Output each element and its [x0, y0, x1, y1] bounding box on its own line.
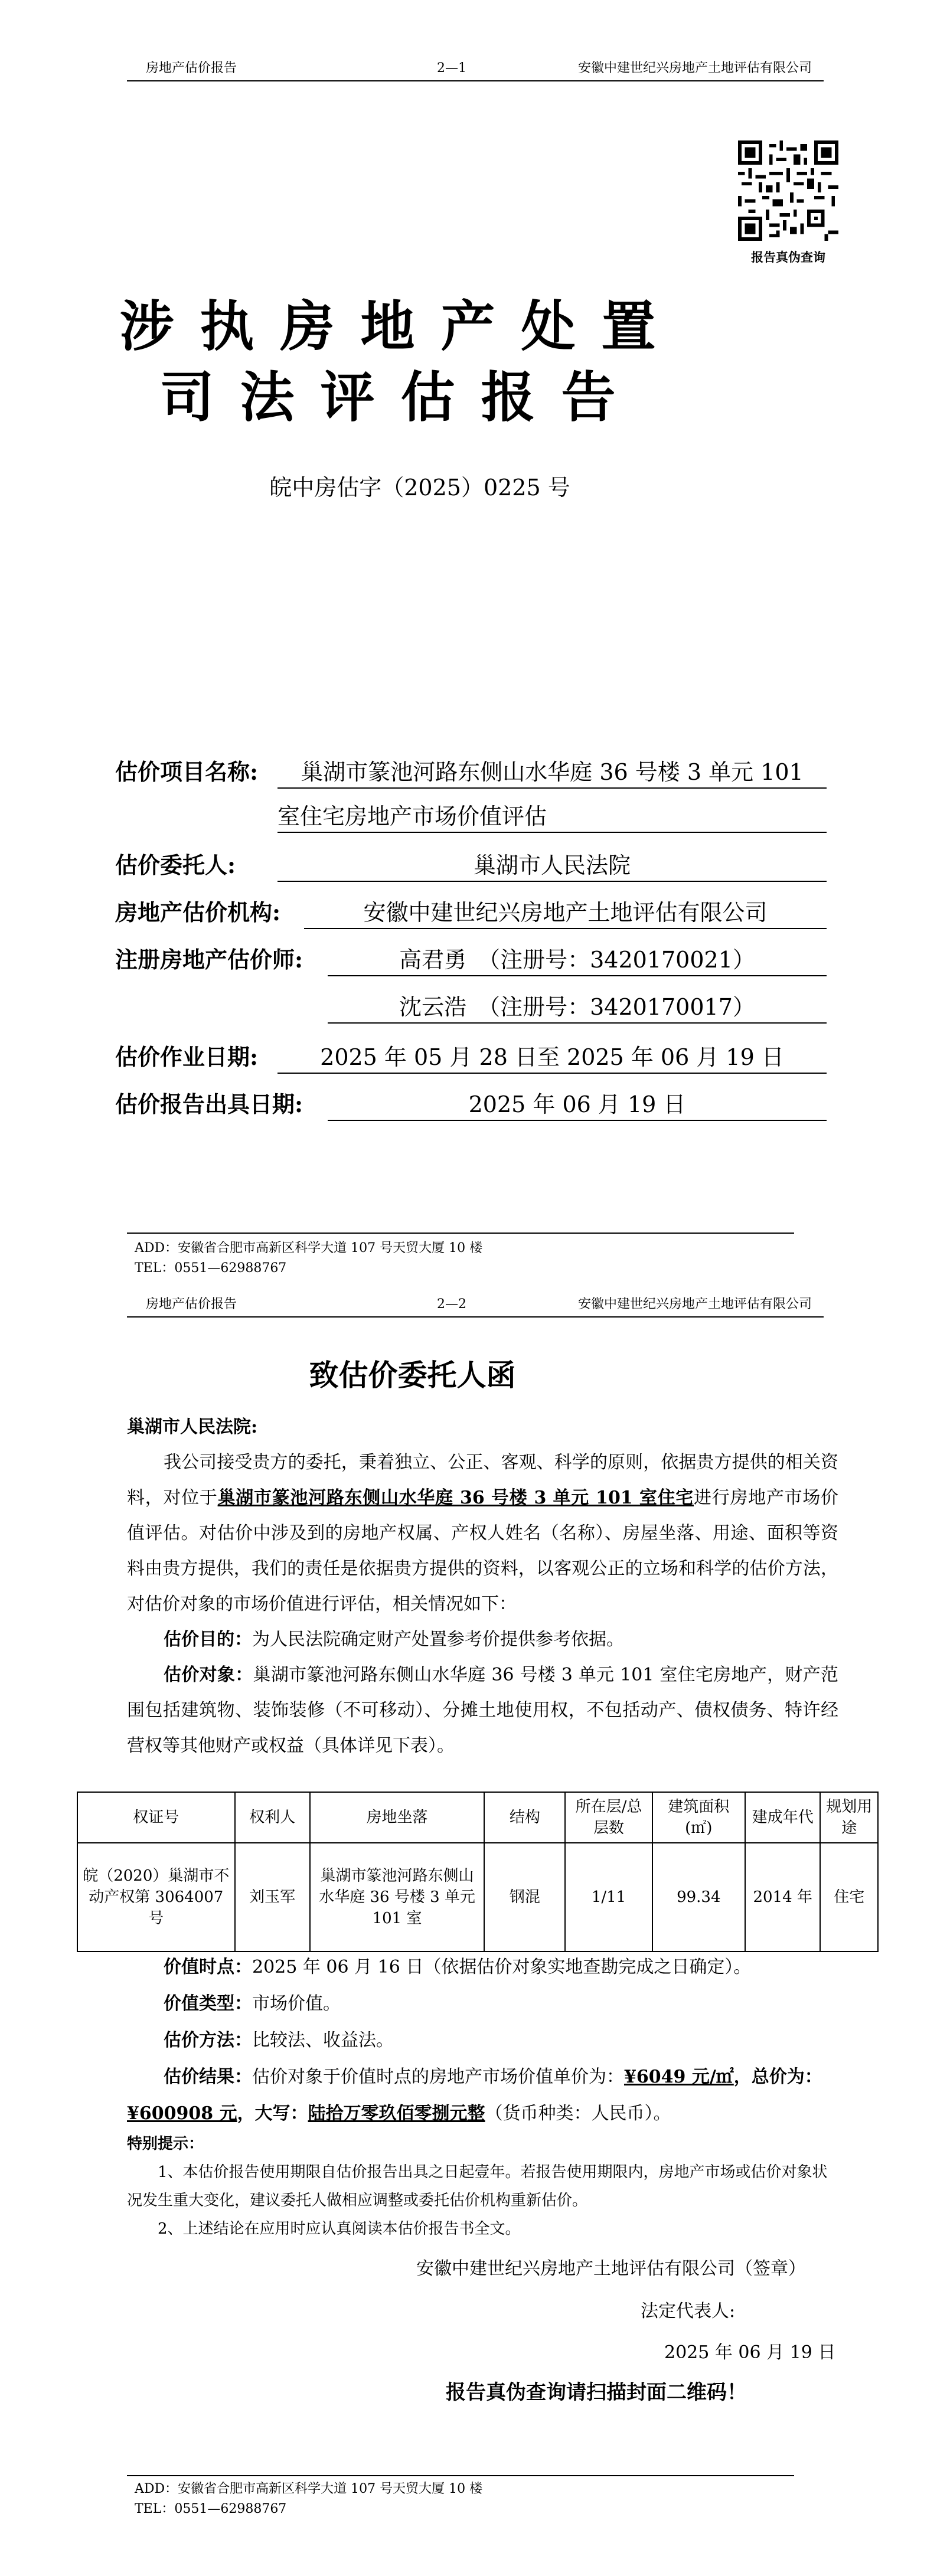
signer-company: 安徽中建世纪兴房地产土地评估有限公司（签章）	[416, 2258, 806, 2279]
result-paragraph: 估价结果：估价对象于价值时点的房地产市场价值单价为：¥6049 元/㎡，总价为：¥600908 元，大写：陆拾万零玖佰零捌元整（货币种类：人民币）。	[127, 2067, 822, 2124]
valuation-details	[127, 1949, 838, 2132]
footer-divider	[127, 1233, 794, 1234]
value-type-paragraph	[127, 1986, 838, 2022]
object-paragraph	[127, 1658, 838, 1764]
value-type: 市场价值。	[252, 1993, 341, 2014]
total-price: ¥600908 元	[127, 2103, 237, 2124]
table-cell: 2014 年	[745, 1843, 821, 1951]
notes-title: 特别提示：	[127, 2135, 204, 2153]
table-header: 权证号	[77, 1792, 235, 1843]
table-row	[77, 1843, 878, 1951]
appraiser-2: 沈云浩 （注册号：3420170017）	[328, 992, 827, 1024]
footer-tel: TEL：0551—62988767	[135, 2502, 287, 2516]
org-value: 安徽中建世纪兴房地产土地评估有限公司	[304, 897, 827, 929]
project-name-value: 巢湖市篆池河路东侧山水华庭 36 号楼 3 单元 101	[277, 757, 827, 789]
object-label: 估价对象：	[164, 1665, 253, 1685]
property-table	[77, 1792, 879, 1952]
letter-page	[0, 1293, 937, 2576]
report-date-label: 估价报告出具日期:	[115, 1091, 303, 1117]
note-1: 1、本估价报告使用期限自估价报告出具之日起壹年。若报告使用期限内，房地产市场或估价对象状况发生重大变化，建议委托人做相应调整或委托估价机构重新估价。	[127, 2163, 828, 2209]
value-time-paragraph	[127, 1949, 838, 1986]
method-label: 估价方法：	[164, 2030, 252, 2051]
footer	[135, 1238, 482, 1279]
table-cell: 刘玉军	[235, 1843, 310, 1951]
footer	[135, 2479, 482, 2519]
client-value: 巢湖市人民法院	[277, 850, 827, 882]
header-left: 房地产估价报告	[146, 1297, 237, 1312]
header-company: 安徽中建世纪兴房地产土地评估有限公司	[577, 61, 812, 76]
document-number: 皖中房估字（2025）0225 号	[269, 475, 570, 501]
client-label: 估价委托人:	[115, 852, 236, 878]
intro-paragraph: 我公司接受贵方的委托，秉着独立、公正、客观、科学的原则，依据贵方提供的相关资料，对位于巢湖市篆池河路东侧山水华庭 36 号楼 3 单元 101 室住宅进行房地产市场价值评估。对估价中涉及到的房地产权属、产权人姓名（名称）、房屋坐落、用途、面积等资料由贵方提供，我们的责任是依据贵方提供的资料，以客观公正的立场和科学的估价方法，对估价对象的市场价值进行评估，相关情况如下：	[127, 1452, 839, 1614]
value-time: 2025 年 06 月 16 日（依据估价对象实地查勘完成之日确定）。	[252, 1957, 752, 1977]
table-header: 权利人	[235, 1792, 310, 1843]
table-header: 规划用途	[820, 1792, 878, 1843]
value-time-label: 价值时点：	[164, 1957, 252, 1977]
header-left: 房地产估价报告	[146, 61, 237, 76]
report-title-line2: 司法评估报告	[159, 365, 642, 429]
header-company: 安徽中建世纪兴房地产土地评估有限公司	[577, 1297, 812, 1312]
value-type-label: 价值类型：	[164, 1993, 252, 2014]
work-date-value: 2025 年 05 月 28 日至 2025 年 06 月 19 日	[277, 1042, 827, 1074]
method-paragraph	[127, 2022, 838, 2059]
footer-tel: TEL：0551—62988767	[135, 1261, 287, 1276]
table-cell: 住宅	[820, 1843, 878, 1951]
verification-notice: 报告真伪查询请扫描封面二维码！	[446, 2381, 747, 2404]
object-value: 巢湖市篆池河路东侧山水华庭 36 号楼 3 单元 101 室住宅房地产，财产范围包括建筑物、装饰装修（不可移动）、分摊土地使用权，不包括动产、债权债务、特许经营权等其他财产或权益（具体详见下表）。	[127, 1665, 838, 1756]
page-header	[127, 1293, 824, 1318]
table-header: 房地坐落	[310, 1792, 485, 1843]
unit-price: ¥6049 元/㎡	[624, 2067, 734, 2087]
table-header: 结构	[484, 1792, 565, 1843]
table-header: 建成年代	[745, 1792, 821, 1843]
footer-divider	[127, 2475, 794, 2476]
qr-caption: 报告真伪查询	[751, 250, 825, 264]
table-cell: 1/11	[565, 1843, 652, 1951]
letter-title: 致估价委托人函	[309, 1358, 516, 1392]
purpose-value: 为人民法院确定财产处置参考价提供参考依据。	[252, 1629, 624, 1650]
report-title-line1: 涉执房地产处置	[119, 295, 682, 358]
purpose-label: 估价目的：	[164, 1629, 252, 1650]
appraiser-label: 注册房地产估价师:	[115, 946, 303, 973]
total-price-uppercase: 陆拾万零玖佰零捌元整	[308, 2103, 485, 2124]
org-label: 房地产估价机构:	[115, 899, 281, 926]
table-header: 建筑面积(㎡)	[652, 1792, 745, 1843]
table-cell: 99.34	[652, 1843, 745, 1951]
property-address: 巢湖市篆池河路东侧山水华庭 36 号楼 3 单元 101 室住宅	[217, 1488, 694, 1508]
method-value: 比较法、收益法。	[252, 2030, 394, 2051]
result-label: 估价结果：	[164, 2067, 252, 2087]
table-header-row	[77, 1792, 878, 1843]
salutation: 巢湖市人民法院:	[127, 1417, 258, 1437]
header-page-number: 2—2	[437, 1297, 466, 1312]
footer-address: ADD：安徽省合肥市高新区科学大道 107 号天贸大厦 10 楼	[135, 1241, 483, 1256]
table-cell: 皖（2020）巢湖市不动产权第 3064007 号	[77, 1843, 235, 1951]
report-date-value: 2025 年 06 月 19 日	[328, 1089, 827, 1121]
appraiser-1: 高君勇 （注册号：3420170021）	[328, 944, 827, 976]
special-notes	[127, 2130, 838, 2243]
note-2: 2、上述结论在应用时应认真阅读本估价报告书全文。	[158, 2220, 521, 2238]
header-page-number: 2—1	[437, 61, 466, 76]
table-header: 所在层/总层数	[565, 1792, 652, 1843]
purpose-paragraph	[127, 1622, 838, 1658]
project-name-value-cont: 室住宅房地产市场价值评估	[277, 801, 827, 833]
letter-body	[127, 1410, 838, 1764]
legal-representative-label: 法定代表人:	[641, 2301, 736, 2322]
table-cell: 巢湖市篆池河路东侧山水华庭 36 号楼 3 单元 101 室	[310, 1843, 485, 1951]
project-name-label: 估价项目名称:	[115, 759, 259, 785]
letter-date: 2025 年 06 月 19 日	[664, 2342, 836, 2363]
table-cell: 钢混	[484, 1843, 565, 1951]
work-date-label: 估价作业日期:	[115, 1044, 259, 1070]
footer-address: ADD：安徽省合肥市高新区科学大道 107 号天贸大厦 10 楼	[135, 2482, 483, 2496]
